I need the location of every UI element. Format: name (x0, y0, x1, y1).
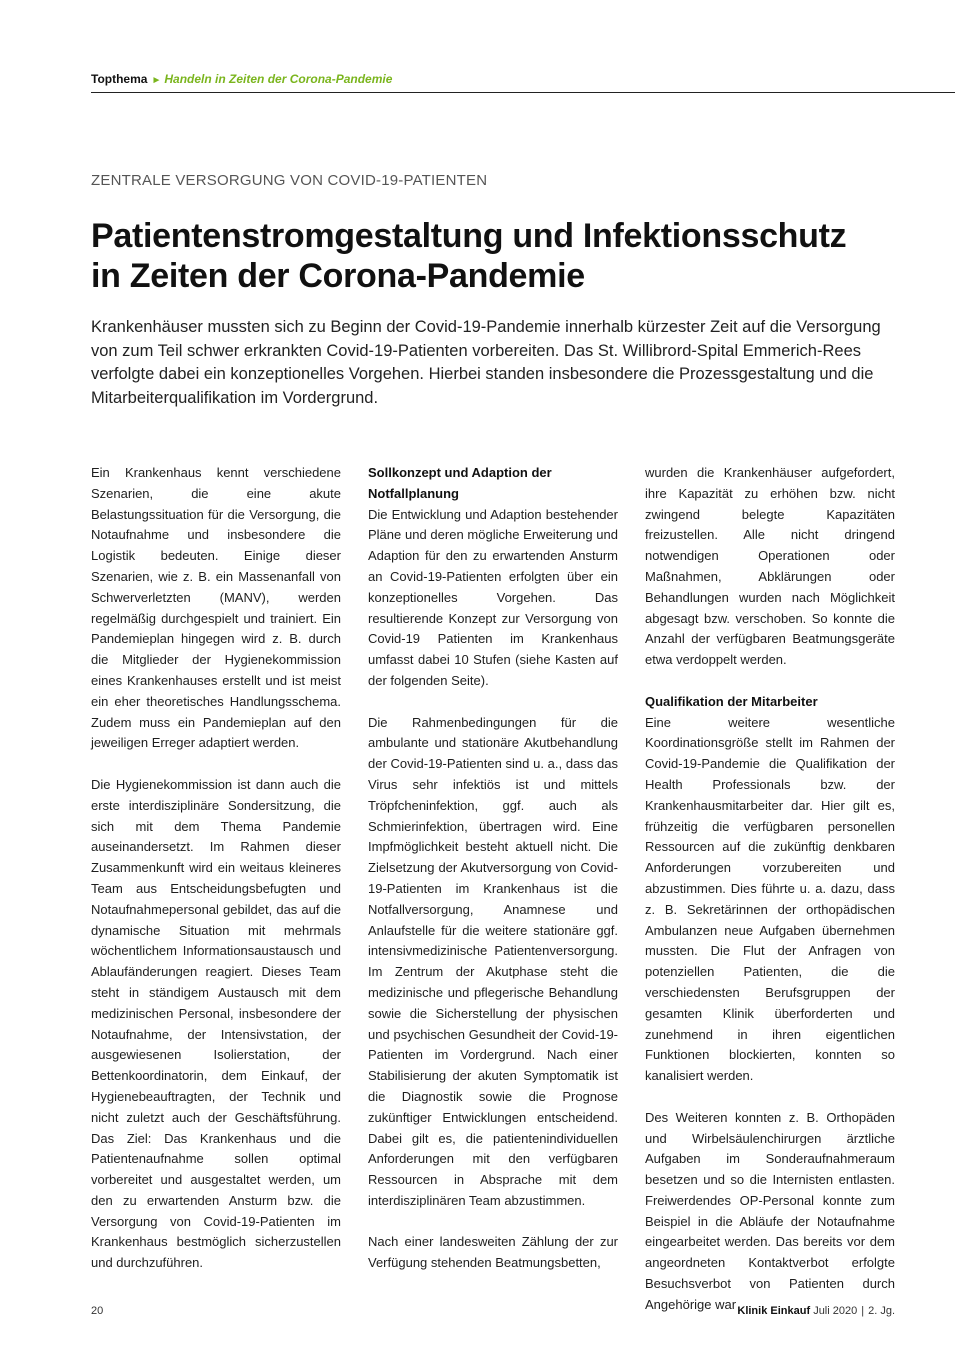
title-line-2: in Zeiten der Corona-Pandemie (91, 257, 585, 295)
article-kicker: ZENTRALE VERSORGUNG VON COVID-19-PATIENTEN (91, 172, 488, 189)
article-title (91, 216, 911, 296)
paragraph: Des Weiteren konnten z. B. Orthopäden und Wirbelsäulenchirurgen ärztliche Aufgaben im Sonderaufnahmeraum besetzen und so die Internisten entlasten. Freiwerdendes OP-Personal konnte zum Beispiel in die Abläufe der Notaufnahme eingearbeitet werden. Das bereits vor dem angeordneten Kontaktverbot erfolgte Besuchsverbot von Patienten durch Angehörige war (645, 1109, 895, 1312)
header-section: Topthema (91, 72, 148, 86)
section-heading: Qualifikation der Mitarbeiter (645, 693, 818, 709)
paragraph: Die Entwicklung und Adaption bestehender Pläne und deren mögliche Erweiterung und Adaption für den zu erwartenden Ansturm an Covid-19-Patienten erfolgten über ein konzeptionelles Vorgehen. Das resultierende Konzept zur Versorgung von Covid-19 Patienten im Krankenhaus umfasst dabei 10 Stufen (siehe Kasten auf der folgenden Seite). (368, 506, 618, 688)
page-number: 20 (91, 1305, 104, 1317)
paragraph-gap (645, 671, 895, 692)
paragraph: wurden die Krankenhäuser aufgefordert, ihre Kapazität zu erhöhen bzw. nicht zwingend belegte Kapazitäten freizustellen. Alle nicht dringend notwendigen Operationen oder Maßnahmen, Abklärungen oder Behandlungen wurden nach Möglichkeit abgesagt bzw. verschoben. So konnte die Anzahl der verfügbaren Beatmungsgeräte etwa verdoppelt werden. (645, 465, 895, 668)
paragraph: Die Rahmenbedingungen für die ambulante und stationäre Akutbehandlung der Covid-19-Patienten sind u. a., dass das Virus sehr infektiös ist und mittels Tröpfcheninfektion, ggf. auch als Schmierinfektion, übertragen wird. Eine Impfmöglichkeit besteht aktuell nicht. Die Zielsetzung der Akutversorgung von Covid-19-Patienten im Krankenhaus ist die Notfallversorgung, Anamnese und Anlaufstelle für die weitere stationäre ggf. intensivmedizinische Patientenversorgung. Im Zentrum der Akutphase steht die medizinische und pflegerische Behandlung sowie die Sicherstellung der physischen und psychischen Gesundheit der Covid-19-Patienten im Vordergrund. Nach einer Stabilisierung der akuten Symptomatik ist die Diagnostik sowie die Prognose zukünftiger Entwicklungen entscheidend. Dabei gilt es, die patientenindividuellen Anforderungen mit den verfügbaren Ressourcen in Absprache mit dem interdisziplinären Team abzustimmen. (368, 714, 618, 1208)
footer-separator: | (861, 1305, 865, 1317)
issue-date: Juli 2020 (813, 1305, 858, 1317)
paragraph-gap (91, 754, 341, 775)
magazine-name: Klinik Einkauf (737, 1305, 811, 1317)
section-heading: Sollkonzept und Adaption der Notfallplanung (368, 465, 552, 501)
header-divider (91, 92, 955, 93)
volume: 2. Jg. (868, 1305, 895, 1317)
text-column-3 (645, 463, 895, 1316)
paragraph: Eine weitere wesentliche Koordinationsgröße stellt im Rahmen der Covid-19-Pandemie die Qualifikation der Health Professionals bzw. der Krankenhausmitarbeiter dar. Hier gilt es, frühzeitig die verfügbaren personellen Ressourcen auf die zukünftig denkbaren Anforderungen vorzubereiten und abzustimmen. Dies führte u. a. dazu, dass z. B. Sekretärinnen der orthopädischen Ambulanzen neue Aufgaben übernehmen mussten. Die Flut der Anfragen von potenziellen Patienten, die die verschiedensten Berufsgruppen der gesamten Klinik überforderten und zunehmend in ihren eigentlichen Funktionen blockierten, konnten so kanalisiert werden. (645, 714, 895, 1084)
paragraph: Die Hygienekommission ist dann auch die erste interdisziplinäre Sondersitzung, die sich mit dem Thema Pandemie auseinandersetzt. Im Rahmen dieser Zusammenkunft wird ein weitaus kleineres Team aus Entscheidungsbefugten und Notaufnahmepersonal gebildet, das auf die dynamische Situation mit mehrmals wöchentlichem Informationsaustausch und Ablaufänderungen reagiert. Dieses Team steht in ständigem Austausch mit dem medizinischen Personal, insbesondere der Notaufnahme, der Intensivstation, der ausgewiesenen Isolierstation, der Bettenkoordinatorin, dem Einkauf, der Hygienebeauftragten, der Technik und nicht zuletzt auch der Geschäftsführung. Das Ziel: Das Krankenhaus und die Patientenaufnahme sollen optimal vorbereitet und ausgestaltet werden, um den zu erwartenden Ansturm bzw. die Versorgung von Covid-19-Patienten im Krankenhaus bestmöglich sicherzustellen und durchzuführen. (91, 776, 341, 1271)
paragraph-gap (368, 1212, 618, 1233)
paragraph: Nach einer landesweiten Zählung der zur Verfügung stehenden Beatmungsbetten, (368, 1234, 618, 1271)
paragraph-gap (368, 692, 618, 713)
paragraph-gap (645, 1087, 895, 1108)
triangle-arrow-icon: ► (151, 75, 162, 86)
running-header (91, 71, 392, 89)
title-line-1: Patientenstromgestaltung und Infektionsschutz (91, 217, 847, 255)
publication-info (737, 1305, 895, 1317)
paragraph: Ein Krankenhaus kennt verschiedene Szenarien, die eine akute Belastungssituation für die Versorgung, die Notaufnahme und insbesondere die Logistik bedeuten. Einige dieser Szenarien, wie z. B. ein Massenanfall von Schwerverletzten (MANV), werden regelmäßig durchgespielt und trainiert. Ein Pandemieplan hingegen wird z. B. durch die Mitglieder der Hygienekommission eines Krankenhauses erstellt und ist meist ein eher theoretisches Handlungsschema. Zudem muss ein Pandemieplan auf den jeweiligen Erreger adaptiert werden. (91, 465, 341, 751)
text-column-1 (91, 463, 341, 1274)
article-lead: Krankenhäuser mussten sich zu Beginn der Covid-19-Pandemie innerhalb kürzester Zeit auf die Versorgung von zum Teil schwer erkrankten Covid-19-Patienten vorbereiten. Das St. Willibrord-Spital Emmerich-Rees verfolgte dabei ein konzeptionelles Vorgehen. Hierbei standen insbesondere die Prozessgestaltung und die Mitarbeiterqualifikation im Vordergrund. (91, 318, 881, 407)
text-column-2 (368, 463, 618, 1274)
header-topic: Handeln in Zeiten der Corona-Pandemie (164, 72, 393, 86)
